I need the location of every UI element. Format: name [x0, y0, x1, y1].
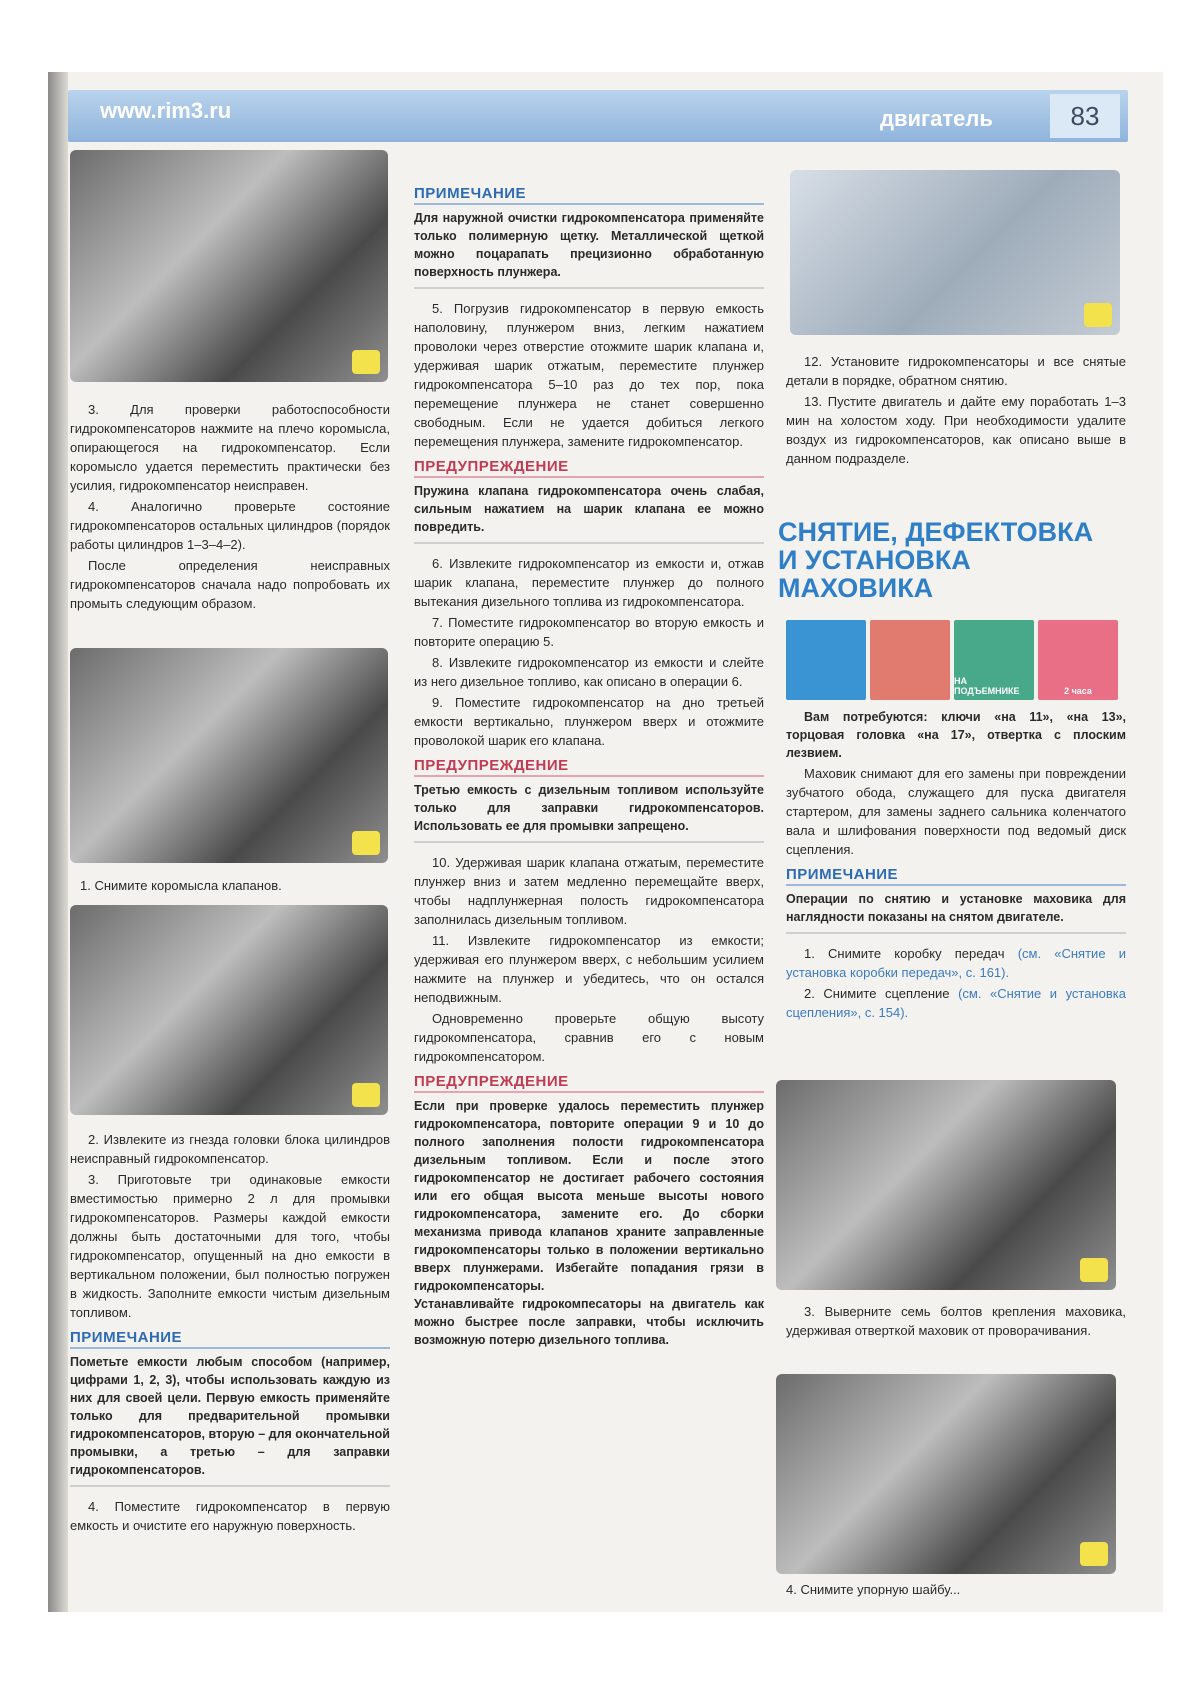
note-title-right: ПРИМЕЧАНИЕ	[786, 865, 1126, 886]
step-6: 6. Извлеките гидрокомпенсатор из емкости и, отжав шарик клапана, переместите плунжер до полного вытекания дизельного топлива из гидрокомпенсатора.	[414, 556, 764, 609]
link-clutch-removal[interactable]: (см. «Снятие и установка сцепления», с. 154).	[786, 986, 1126, 1020]
divider	[414, 841, 764, 843]
photo-thrust-washer	[776, 1374, 1116, 1574]
photo-remove-rockers	[70, 648, 388, 863]
section-name: двигатель	[880, 106, 993, 131]
divider	[414, 542, 764, 544]
divider	[786, 932, 1126, 934]
step-4-place: 4. Поместите гидрокомпенсатор в первую емкость и очистите его наружную поверхность.	[70, 1499, 390, 1533]
flywheel-intro: Маховик снимают для его замены при повреждении зубчатого обода, служащего для пуска двигателя стартером, для замены заднего сальника коленчатого вала и шлифования поверхности под ведомый диск сцепления.	[786, 766, 1126, 857]
flywheel-step-4: 4. Снимите упорную шайбу...	[786, 1582, 961, 1597]
note-title-left: ПРИМЕЧАНИЕ	[70, 1328, 390, 1349]
caption-step-1: 1. Снимите коромысла клапанов.	[80, 878, 282, 893]
camera-icon	[352, 831, 380, 855]
step-13: 13. Пустите двигатель и дайте ему поработать 1–3 мин на холостом ходу. При необходимости удалите воздух из гидрокомпенсаторов, как описано выше в данном подразделе.	[786, 394, 1126, 466]
site-url: www.rim3.ru	[100, 98, 232, 123]
warning-title-3: ПРЕДУПРЕЖДЕНИЕ	[414, 1072, 764, 1093]
caption-step-2: 2. Извлеките из гнезда головки блока цилиндров неисправный гидрокомпенсатор.	[70, 1132, 390, 1166]
step-12: 12. Установите гидрокомпенсаторы и все снятые детали в порядке, обратном снятию.	[786, 354, 1126, 388]
page-number: 83	[1050, 94, 1120, 138]
step-8: 8. Извлеките гидрокомпенсатор из емкости и слейте из него дизельное топливо, как описано в операции 6.	[414, 655, 764, 689]
after-check: После определения неисправных гидрокомпенсаторов сначала надо попробовать их промыть следующим образом.	[70, 558, 390, 611]
camera-icon	[352, 1083, 380, 1107]
step-11: 11. Извлеките гидрокомпенсатор из емкости; удерживая его плунжером вверх, с небольшим усилием нажмите на плунжер и убедитесь, что он остался неподвижным.	[414, 933, 764, 1005]
camera-icon	[1084, 303, 1112, 327]
right-text-2	[786, 708, 1126, 1024]
photo-rocker-arms	[70, 150, 388, 382]
note-title-1: ПРИМЕЧАНИЕ	[414, 184, 764, 205]
section-title-line-2: И УСТАНОВКА	[778, 545, 971, 575]
step-3-prepare: 3. Приготовьте три одинаковые емкости вместимостью примерно 2 л для промывки гидрокомпенсаторов. Размеры каждой емкости должны быть достаточными для того, чтобы гидрокомпенсатор, опущенный на дно емкости в вертикальном положении, был полностью погружен в жидкость. Заполните емкости чистым дизельным топливом.	[70, 1172, 390, 1320]
lift-icon	[954, 620, 1034, 700]
lift-label: НА ПОДЪЕМНИКЕ	[954, 676, 1020, 696]
step-11-check: Одновременно проверьте общую высоту гидрокомпенсатора, сравнив его с новым гидрокомпенсатором.	[414, 1011, 764, 1064]
flywheel-step-2	[786, 984, 1126, 1022]
camera-icon	[1080, 1542, 1108, 1566]
step-2-text: 2. Снимите сцепление	[804, 986, 950, 1001]
time-label: 2 часа	[1064, 686, 1092, 696]
note-text-right: Операции по снятию и установке маховика для наглядности показаны на снятом двигателе.	[786, 892, 1126, 924]
left-text-2	[70, 1130, 390, 1537]
warning-text-2: Третью емкость с дизельным топливом используйте только для заправки гидрокомпенсаторов. Использовать ее для промывки запрещено.	[414, 783, 764, 833]
flywheel-step-1	[786, 944, 1126, 982]
section-title	[778, 518, 1093, 602]
tools-required: Вам потребуются: ключи «на 11», «на 13», торцовая головка «на 17», отвертка с плоским лезвием.	[786, 710, 1126, 760]
section-title-line-1: СНЯТИЕ, ДЕФЕКТОВКА	[778, 517, 1094, 547]
warning-title-2: ПРЕДУПРЕЖДЕНИЕ	[414, 756, 764, 777]
divider	[70, 1485, 390, 1487]
link-gearbox-removal[interactable]: (см. «Снятие и установка коробки передач», с. 161).	[786, 946, 1126, 980]
left-text-1	[70, 400, 390, 615]
section-title-line-3: МАХОВИКА	[778, 573, 934, 603]
right-text-3	[786, 1302, 1126, 1342]
person-icon	[870, 620, 950, 700]
step-1-text: 1. Снимите коробку передач	[804, 946, 1005, 961]
note-text-1: Для наружной очистки гидрокомпенсатора применяйте только полимерную щетку. Металлической щеткой можно поцарапать прецизионно обработанную поверхность плунжера.	[414, 211, 764, 279]
photo-extract-compensator	[70, 905, 388, 1115]
step-4-check: 4. Аналогично проверьте состояние гидрокомпенсаторов остальных цилиндров (порядок работы цилиндров 1–3–4–2).	[70, 499, 390, 552]
flywheel-step-3: 3. Выверните семь болтов крепления маховика, удерживая отверткой маховик от проворачивания.	[786, 1304, 1126, 1338]
step-7: 7. Поместите гидрокомпенсатор во вторую емкость и повторите операцию 5.	[414, 615, 764, 649]
book-spine	[48, 72, 68, 1612]
right-text-1	[786, 352, 1126, 470]
warning-text-3b: Устанавливайте гидрокомпесаторы на двигатель как можно быстрее после заправки, чтобы исключить возможную потерю дизельного топлива.	[414, 1297, 764, 1347]
warning-text-1: Пружина клапана гидрокомпенсатора очень слабая, сильным нажатием на шарик клапана ее можно повредить.	[414, 484, 764, 534]
clock-icon	[1038, 620, 1118, 700]
camera-icon	[1080, 1258, 1108, 1282]
wrench-icon	[786, 620, 866, 700]
divider	[414, 287, 764, 289]
note-text-left: Пометьте емкости любым способом (например, цифрами 1, 2, 3), чтобы использовать каждую из них для своей цели. Первую емкость применяйте только для предварительной промывки гидрокомпенсаторов, вторую – для окончательной промывки, а третью – для заправки гидрокомпенсаторов.	[70, 1355, 390, 1477]
photo-flywheel-bolts	[776, 1080, 1116, 1290]
warning-text-3: Если при проверке удалось переместить плунжер гидрокомпенсатора, повторите операции 9 и 10 до полного заполнения полости гидрокомпенсатора дизельным топливом. Если и после этого гидрокомпенсатор не достигает рабочего состояния или его общая высота меньше высоты нового гидрокомпенсатора, замените его. До сборки механизма привода клапанов храните заправленные гидрокомпенсаторы только в положении вертикально вверх плунжерами. Избегайте попадания грязи в гидрокомпенсаторы.	[414, 1099, 764, 1293]
step-5: 5. Погрузив гидрокомпенсатор в первую емкость наполовину, плунжером вниз, легким нажатием проволоки через отверстие отожмите шарик клапана и, удерживая шарик отжатым, переместите плунжер гидрокомпенсатора 5–10 раз до тех пор, пока перемещение плунжера не станет совершенно свободным. Если не удается добиться легкого перемещения плунжера, замените гидрокомпенсатор.	[414, 301, 764, 449]
camera-icon	[352, 350, 380, 374]
middle-column	[414, 178, 764, 1349]
step-9: 9. Поместите гидрокомпенсатор на дно третьей емкости вертикально, плунжером вверх и отожмите проволокой шарик его клапана.	[414, 695, 764, 748]
step-10: 10. Удерживая шарик клапана отжатым, переместите плунжер вниз и затем медленно перемещайте вверх, чтобы надплунжерная полость гидрокомпенсатора заполнилась дизельным топливом.	[414, 855, 764, 927]
warning-title-1: ПРЕДУПРЕЖДЕНИЕ	[414, 457, 764, 478]
photo-compensator	[790, 170, 1120, 335]
step-3-check: 3. Для проверки работоспособности гидрокомпенсаторов нажмите на плечо коромысла, опирающегося на гидрокомпенсатор. Если коромысло удается переместить практически без усилия, гидрокомпенсатор неисправен.	[70, 402, 390, 493]
